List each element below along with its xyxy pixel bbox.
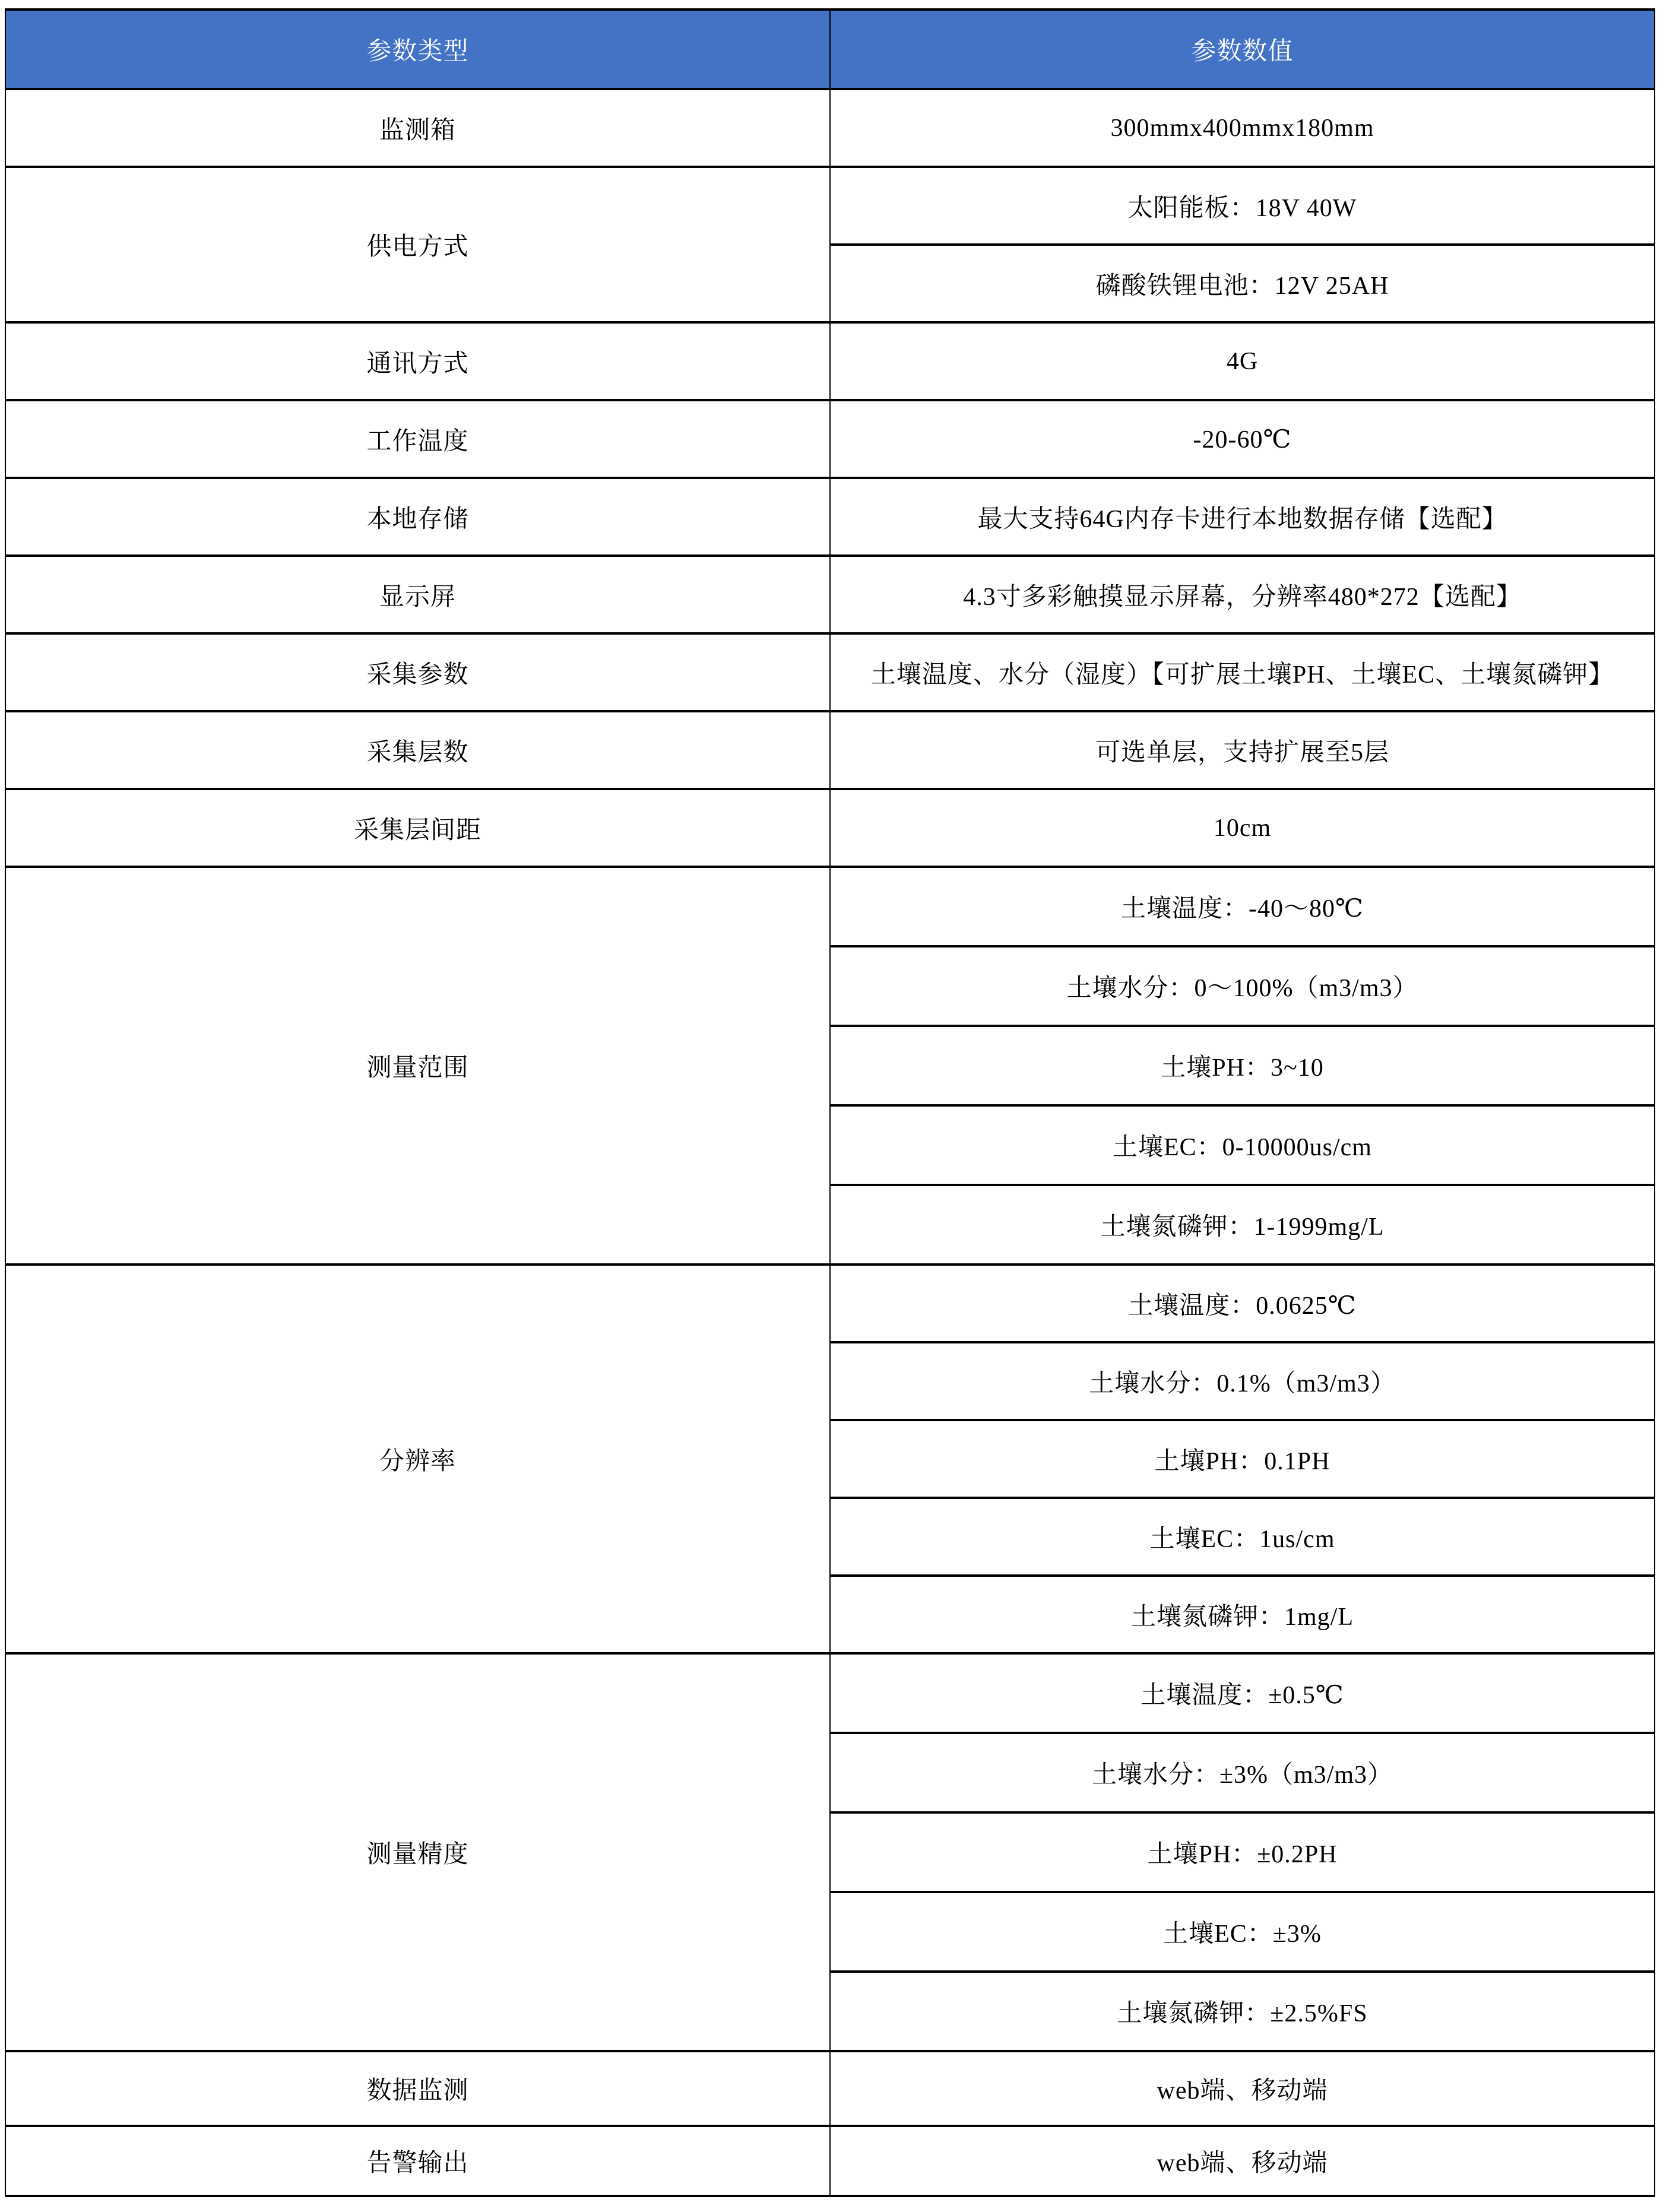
- label-measurement-accuracy: 测量精度: [5, 1653, 830, 2051]
- table-row: [5, 400, 1655, 478]
- label-data-monitoring: 数据监测: [5, 2051, 830, 2126]
- header-param-type: 参数类型: [5, 9, 830, 89]
- value-cell: web端、移动端: [830, 2126, 1655, 2196]
- value-cell: 300mmx400mmx180mm: [830, 89, 1655, 167]
- value-cell: 土壤温度：±0.5℃: [830, 1653, 1655, 1733]
- label-working-temperature: 工作温度: [5, 400, 830, 478]
- value-cell: 土壤水分：±3%（m3/m3）: [830, 1733, 1655, 1812]
- label-local-storage: 本地存储: [5, 478, 830, 556]
- value-cell: 土壤温度：-40～80℃: [830, 867, 1655, 946]
- label-communication: 通讯方式: [5, 322, 830, 400]
- label-layer-spacing: 采集层间距: [5, 789, 830, 867]
- spec-table: [5, 8, 1655, 2197]
- value-cell: 太阳能板：18V 40W: [830, 167, 1655, 245]
- value-cell: 土壤PH：3~10: [830, 1026, 1655, 1105]
- value-cell: 土壤水分：0.1%（m3/m3）: [830, 1342, 1655, 1420]
- table-row: [5, 1653, 1655, 1733]
- value-cell: 土壤氮磷钾：1-1999mg/L: [830, 1185, 1655, 1265]
- table-row: [5, 867, 1655, 946]
- value-cell: 10cm: [830, 789, 1655, 867]
- value-cell: 土壤氮磷钾：1mg/L: [830, 1576, 1655, 1653]
- table-row: [5, 2051, 1655, 2126]
- value-cell: 土壤温度：0.0625℃: [830, 1265, 1655, 1342]
- table-row: [5, 478, 1655, 556]
- value-cell: 土壤水分：0～100%（m3/m3）: [830, 946, 1655, 1026]
- value-cell: 土壤EC：1us/cm: [830, 1498, 1655, 1576]
- value-cell: -20-60℃: [830, 400, 1655, 478]
- label-monitoring-box: 监测箱: [5, 89, 830, 167]
- value-cell: web端、移动端: [830, 2051, 1655, 2126]
- table-row: [5, 322, 1655, 400]
- header-row: [5, 9, 1655, 89]
- label-display-screen: 显示屏: [5, 556, 830, 633]
- value-cell: 土壤氮磷钾：±2.5%FS: [830, 1972, 1655, 2051]
- label-resolution: 分辨率: [5, 1265, 830, 1653]
- value-cell: 4G: [830, 322, 1655, 400]
- label-power-supply: 供电方式: [5, 167, 830, 322]
- table-row: [5, 789, 1655, 867]
- table-row: [5, 89, 1655, 167]
- label-alarm-output: 告警输出: [5, 2126, 830, 2196]
- table-row: [5, 2126, 1655, 2196]
- table-row: [5, 167, 1655, 245]
- table-row: [5, 1265, 1655, 1342]
- value-cell: 磷酸铁锂电池：12V 25AH: [830, 245, 1655, 322]
- value-cell: 土壤EC：±3%: [830, 1892, 1655, 1972]
- header-param-value: 参数数值: [830, 9, 1655, 89]
- value-cell: 4.3寸多彩触摸显示屏幕，分辨率480*272【选配】: [830, 556, 1655, 633]
- label-measurement-range: 测量范围: [5, 867, 830, 1265]
- value-cell: 土壤PH：0.1PH: [830, 1420, 1655, 1498]
- value-cell: 可选单层，支持扩展至5层: [830, 711, 1655, 789]
- value-cell: 土壤PH：±0.2PH: [830, 1812, 1655, 1892]
- label-collection-parameters: 采集参数: [5, 633, 830, 711]
- table-row: [5, 711, 1655, 789]
- value-cell: 土壤温度、水分（湿度）【可扩展土壤PH、土壤EC、土壤氮磷钾】: [830, 633, 1655, 711]
- table-row: [5, 633, 1655, 711]
- value-cell: 最大支持64G内存卡进行本地数据存储【选配】: [830, 478, 1655, 556]
- value-cell: 土壤EC：0-10000us/cm: [830, 1105, 1655, 1185]
- table-row: [5, 556, 1655, 633]
- label-collection-layers: 采集层数: [5, 711, 830, 789]
